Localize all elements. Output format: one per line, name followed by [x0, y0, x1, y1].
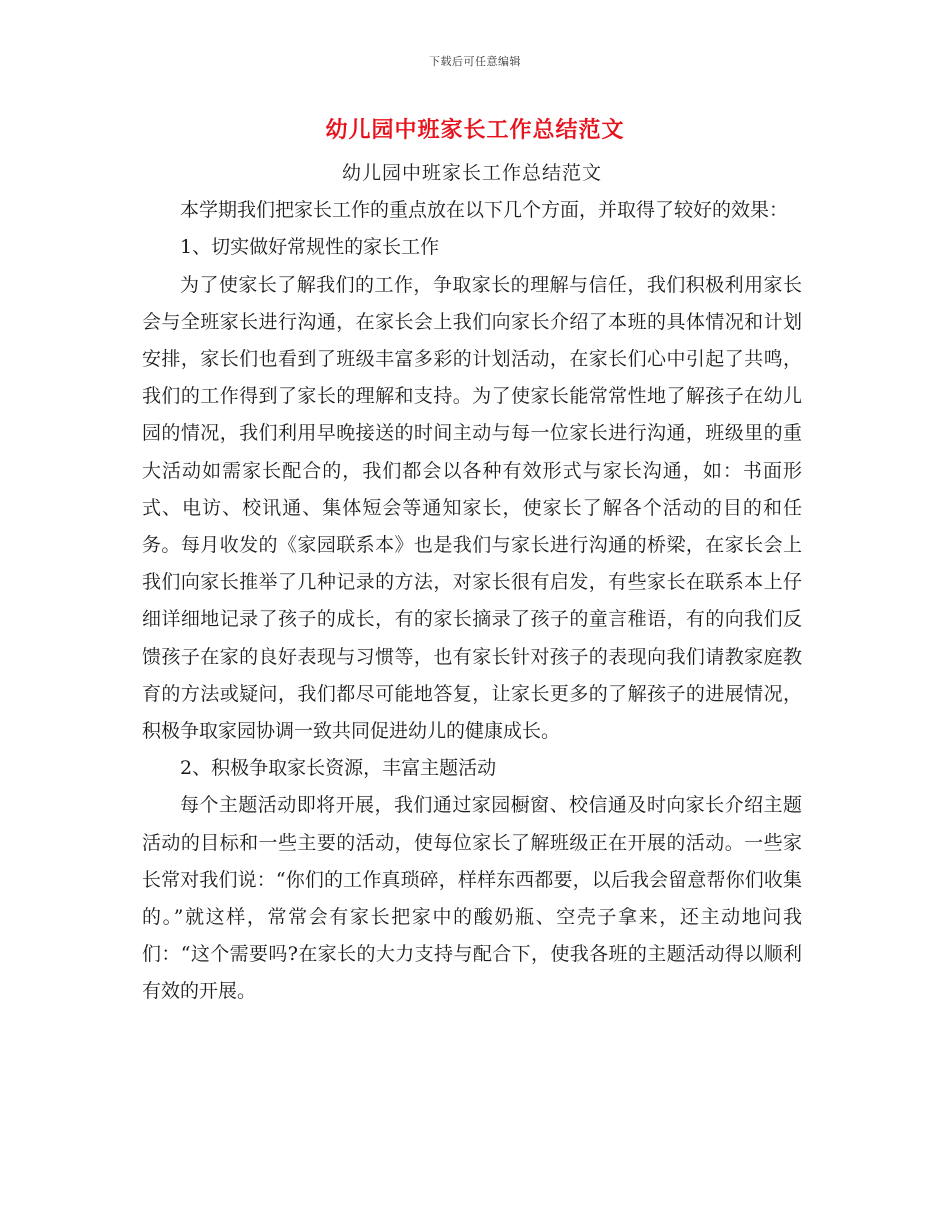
- header-note: 下载后可任意编辑: [429, 55, 521, 68]
- document-title: 幼儿园中班家长工作总结范文: [325, 117, 625, 143]
- section-1-heading: 1、切实做好常规性的家长工作: [180, 236, 440, 259]
- section-2-heading: 2、积极争取家长资源，丰富主题活动: [180, 757, 497, 780]
- intro-paragraph: 本学期我们把家长工作的重点放在以下几个方面，并取得了较好的效果：: [180, 199, 789, 222]
- section-1-paragraph: 为了使家长了解我们的工作，争取家长的理解与信任，我们积极利用家长会与全班家长进行沟通，在家长会上我们向家长介绍了本班的具体情况和计划安排，家长们也看到了班级丰富多彩的计划活动，在家长们心中引起了共鸣，我们的工作得到了家长的理解和支持。为了使家长能常常性地了解孩子在幼儿园的情况，我们利用早晚接送的时间主动与每一位家长进行沟通，班级里的重大活动如需家长配合的，我们都会以各种有效形式与家长沟通，如：书面形式、电访、校讯通、集体短会等通知家长，使家长了解各个活动的目的和任务。每月收发的《家园联系本》也是我们与家长进行沟通的桥梁，在家长会上我们向家长推举了几种记录的方法，对家长很有启发，有些家长在联系本上仔细详细地记录了孩子的成长，有的家长摘录了孩子的童言稚语，有的向我们反馈孩子在家的良好表现与习惯等，也有家长针对孩子的表现向我们请教家庭教育的方法或疑问，我们都尽可能地答复，让家长更多的了解孩子的进展情况，积极争取家园协调一致共同促进幼儿的健康成长。: [142, 273, 802, 743]
- section-2-paragraph: 每个主题活动即将开展，我们通过家园橱窗、校信通及时向家长介绍主题活动的目标和一些主要的活动，使每位家长了解班级正在开展的活动。一些家长常对我们说：“你们的工作真琐碎，样样东西都要，以后我会留意帮你们收集的。”就这样，常常会有家长把家中的酸奶瓶、空壳子拿来，还主动地问我们：“这个需要吗?在家长的大力支持与配合下，使我各班的主题活动得以顺利有效的开展。: [142, 794, 802, 1003]
- document-body: [142, 155, 802, 1011]
- document-subtitle: 幼儿园中班家长工作总结范文: [341, 162, 602, 184]
